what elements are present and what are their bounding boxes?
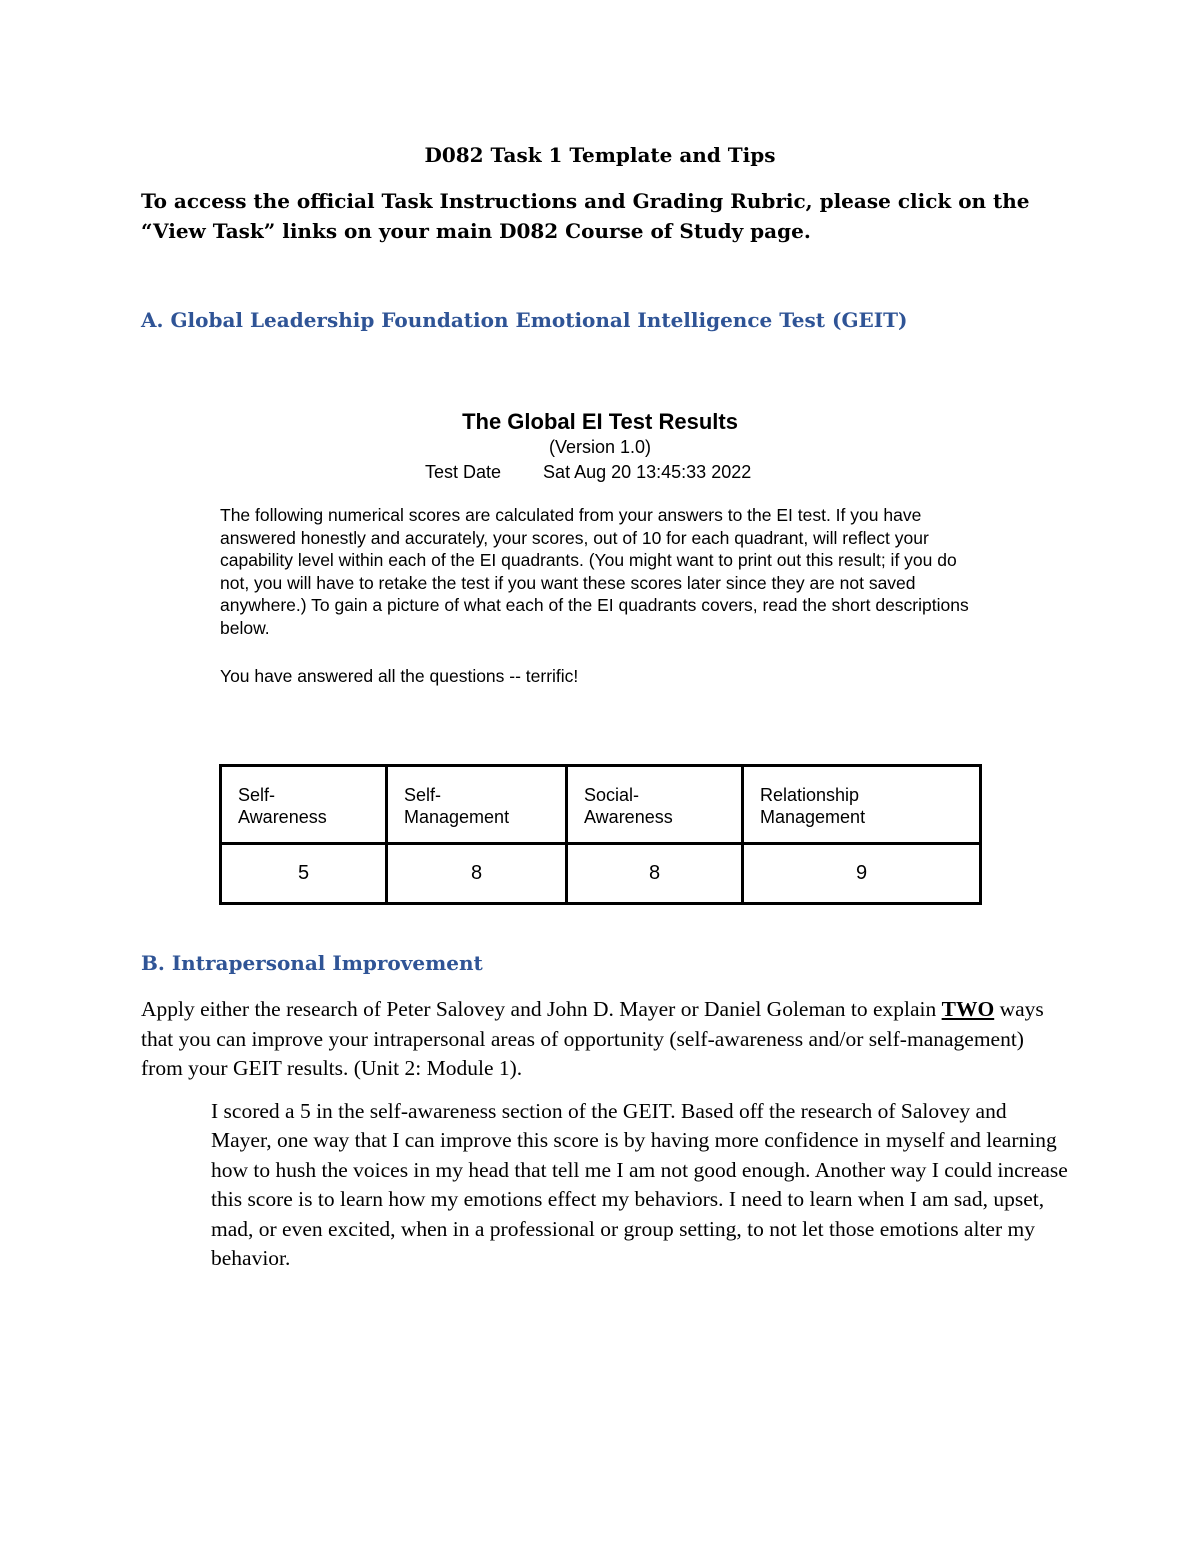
- header-social-awareness: Social- Awareness: [567, 766, 743, 844]
- ei-scores-table: [219, 764, 982, 905]
- document-title: D082 Task 1 Template and Tips: [424, 143, 776, 167]
- prompt-text-after: ways that you can improve your intrapersonal areas of opportunity (self-awareness and/or self-management) from your GEIT results. (Unit 2: Module 1).: [141, 997, 1044, 1080]
- section-b-heading: B. Intrapersonal Improvement: [141, 951, 483, 975]
- score-self-management: 8: [387, 844, 567, 904]
- section-b-prompt: [141, 995, 1061, 1084]
- intro-instructions: To access the official Task Instructions and Grading Rubric, please click on the “View Task” links on your main D082 Course of Study page.: [141, 189, 1030, 243]
- score-relationship-management: 9: [743, 844, 981, 904]
- prompt-emphasis: TWO: [941, 997, 995, 1021]
- score-social-awareness: 8: [567, 844, 743, 904]
- results-note: You have answered all the questions -- terrific!: [220, 666, 579, 686]
- score-self-awareness: 5: [221, 844, 387, 904]
- results-description: The following numerical scores are calculated from your answers to the EI test. If you have answered honestly and accurately, your scores, out of 10 for each quadrant, will reflect your capability level within each of the EI quadrants. (You might want to print out this result; if you do not, you will have to retake the test if you want these scores later since they are not saved anywhere.) To gain a picture of what each of the EI quadrants covers, read the short descriptions below.: [220, 505, 969, 638]
- table-score-row: [221, 844, 981, 904]
- prompt-text-before: Apply either the research of Peter Salovey and John D. Mayer or Daniel Goleman to explain: [141, 997, 942, 1021]
- header-self-management: Self- Management: [387, 766, 567, 844]
- table-header-row: [221, 766, 981, 844]
- header-self-awareness: Self- Awareness: [221, 766, 387, 844]
- header-relationship-management: Relationship Management: [743, 766, 981, 844]
- test-date-label: Test Date: [425, 462, 502, 482]
- results-version: (Version 1.0): [548, 437, 652, 457]
- section-b-answer: I scored a 5 in the self-awareness section of the GEIT. Based off the research of Salovey and Mayer, one way that I can improve this score is by having more confidence in myself and learning how to hush the voices in my head that tell me I am not good enough. Another way I could increase this score is to learn how my emotions effect my behaviors. I need to learn when I am sad, upset, mad, or even excited, when in a professional or group setting, to not let those emotions alter my behavior.: [211, 1099, 1068, 1271]
- results-title: The Global EI Test Results: [462, 409, 738, 434]
- test-date-value: Sat Aug 20 13:45:33 2022: [543, 462, 752, 482]
- section-a-heading: A. Global Leadership Foundation Emotional Intelligence Test (GEIT): [141, 308, 908, 332]
- test-date: [425, 462, 751, 483]
